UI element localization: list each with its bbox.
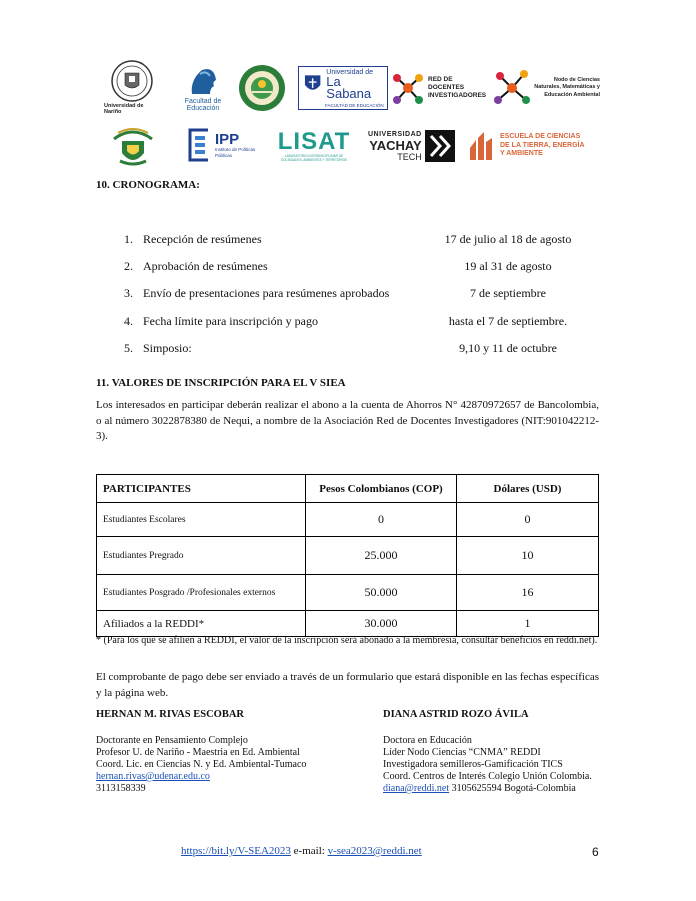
schedule-num: 5.: [124, 341, 133, 355]
schedule-date: 19 al 31 de agosto: [464, 259, 552, 273]
footer-url-link[interactable]: https://bit.ly/V-SEA2023: [181, 845, 291, 857]
signature-block-right: [383, 709, 613, 795]
narino-seal-icon: [109, 59, 155, 103]
schedule-date: hasta el 7 de septiembre.: [448, 314, 568, 328]
sabana-label-top: Universidad de: [326, 68, 373, 76]
escuela-mark-icon: [466, 130, 496, 162]
signer-name: DIANA ASTRID ROZO ÁVILA: [383, 709, 529, 720]
signer-title: Líder Nodo Ciencias “CNMA” REDDI: [383, 747, 541, 758]
schedule-date: 9,10 y 11 de octubre: [459, 341, 557, 355]
signer-name: HERNAN M. RIVAS ESCOBAR: [96, 709, 244, 720]
header-usd: Dólares (USD): [457, 475, 599, 503]
payment-instructions: Los interesados en participar deberán realizar el abono a la cuenta de Ahorros N° 42870972657 de Bancolombia, o al número 3022878380 de Nequi, a nombre de la Asociación Red de Docentes Investigadores (NIT:901042212-3).: [96, 399, 599, 442]
sabana-label-sub: FACULTAD DE EDUCACIÓN: [325, 102, 384, 108]
schedule-num: 4.: [124, 314, 133, 328]
schedule-label: Envío de presentaciones para resúmenes aprobados: [143, 286, 390, 300]
logo-la-sabana: [298, 66, 388, 110]
schedule-num: 2.: [124, 259, 133, 273]
row-participant: Afiliados a la REDDI*: [97, 611, 306, 637]
footer-email-link[interactable]: v-sea2023@reddi.net: [327, 845, 422, 857]
logo-green-seal: [238, 64, 286, 112]
logo-escuela-ciencias: [466, 128, 596, 164]
schedule-label: Aprobación de resúmenes: [143, 259, 268, 273]
signer-title: Coord. Centros de Interés Colegio Unión Colombia.: [383, 771, 592, 782]
table-row: [97, 503, 599, 537]
signer-title: Doctora en Educación: [383, 735, 472, 746]
row-usd: 10: [457, 537, 599, 575]
green-seal-icon: [238, 64, 286, 112]
signer-phone: 3113158339: [96, 783, 146, 794]
ipp-label-sub: Instituto de Políticas Públicas: [215, 147, 256, 158]
row-usd: 16: [457, 575, 599, 611]
nodo-label: Nodo de Ciencias Naturales, Matemáticas y Educación Ambiental: [534, 76, 600, 98]
nodo-network-icon: [492, 68, 532, 108]
header-cop: Pesos Colombianos (COP): [306, 475, 457, 503]
row-cop: 25.000: [306, 537, 457, 575]
reddi-note: * (Para los que se afilien a REDDI, el valor de la inscripción será abonado a la membresía, consultar beneficios en reddi.net).: [96, 635, 598, 646]
yachay-label-sub: TECH: [397, 151, 422, 162]
row-cop: 0: [306, 503, 457, 537]
logo-ipp: [186, 126, 268, 164]
logo-nodo-ciencias: [492, 66, 602, 110]
signer-title: Coord. Lic. en Ciencias N. y Ed. Ambiental-Tumaco: [96, 759, 307, 770]
signer-title: Investigadora semilleros-Gamificación TICS: [383, 759, 563, 770]
table-row: [97, 537, 599, 575]
row-participant: Estudiantes Posgrado /Profesionales externos: [97, 575, 306, 611]
schedule-num: 1.: [124, 232, 133, 246]
schedule-date: 17 de julio al 18 de agosto: [444, 232, 572, 246]
narino-label: Universidad de Nariño: [104, 103, 144, 115]
red-docentes-label: RED DE DOCENTES INVESTIGADORES: [428, 76, 487, 99]
lisat-label-sub: LABORATORIO INTERDISCIPLINAR DE SOCIEDADES, AMBIENTES Y TERRITORIOS: [280, 154, 348, 162]
row-usd: 0: [457, 503, 599, 537]
payment-proof-note: El comprobante de pago debe ser enviado a través de un formulario que estará disponible en las fechas específicas y la página web.: [96, 671, 599, 699]
signer-email-link[interactable]: diana@reddi.net: [383, 783, 450, 794]
schedule-label: Fecha límite para inscripción y pago: [143, 314, 318, 328]
head-profile-icon: [186, 64, 220, 98]
yachay-mark-icon: [425, 130, 455, 162]
ipp-bracket-icon: [186, 128, 212, 162]
section-11-title: 11. VALORES DE INSCRIPCIÓN PARA EL V SIEA: [96, 377, 346, 389]
page-number: 6: [592, 845, 599, 859]
green-crest-icon: [110, 123, 156, 169]
signer-contact: 3105625594 Bogotá-Colombia: [449, 783, 576, 794]
row-cop: 50.000: [306, 575, 457, 611]
ipp-label-main: IPP: [215, 131, 240, 148]
section-10-title: 10. CRONOGRAMA:: [96, 179, 200, 191]
schedule-date: 7 de septiembre: [470, 286, 546, 300]
logo-universidad-narino: [104, 58, 160, 116]
logo-yachay-tech: [368, 126, 460, 166]
row-usd: 1: [457, 611, 599, 637]
schedule-label: Simposio:: [143, 341, 192, 355]
signer-title: Doctorante en Pensamiento Complejo: [96, 735, 248, 746]
row-cop: 30.000: [306, 611, 457, 637]
table-row: [97, 611, 599, 637]
footer: [181, 845, 422, 857]
row-participant: Estudiantes Escolares: [97, 503, 306, 537]
yachay-label-top: UNIVERSIDAD: [368, 130, 422, 138]
sabana-shield-icon: [303, 73, 322, 95]
table-row: [97, 575, 599, 611]
row-participant: Estudiantes Pregrado: [97, 537, 306, 575]
table-header-row: [97, 475, 599, 503]
header-participants: PARTICIPANTES: [97, 475, 306, 503]
logo-facultad-educacion: [177, 60, 229, 116]
schedule-label: Recepción de resúmenes: [143, 232, 262, 246]
logo-lisat: [278, 126, 350, 166]
logo-green-crest: [108, 122, 158, 170]
signature-block-left: [96, 709, 366, 795]
yachay-label-main: YACHAY: [369, 137, 422, 153]
lisat-label-main: LISAT: [277, 128, 351, 155]
sabana-label-main: La Sabana: [326, 73, 372, 101]
footer-email-label: e-mail:: [290, 845, 328, 857]
signer-title: Profesor U. de Nariño - Maestria en Ed. Ambiental: [96, 747, 300, 758]
logo-red-docentes: [391, 68, 497, 108]
network-nodes-icon: [391, 70, 425, 106]
signer-email-link[interactable]: hernan.rivas@udenar.edu.co: [96, 771, 210, 782]
escuela-label: ESCUELA DE CIENCIAS DE LA TIERRA, ENERGÍA Y AMBIENTE: [500, 133, 585, 158]
facultad-label: Facultad de Educación: [184, 98, 222, 112]
schedule-num: 3.: [124, 286, 133, 300]
fees-table: [96, 474, 599, 637]
